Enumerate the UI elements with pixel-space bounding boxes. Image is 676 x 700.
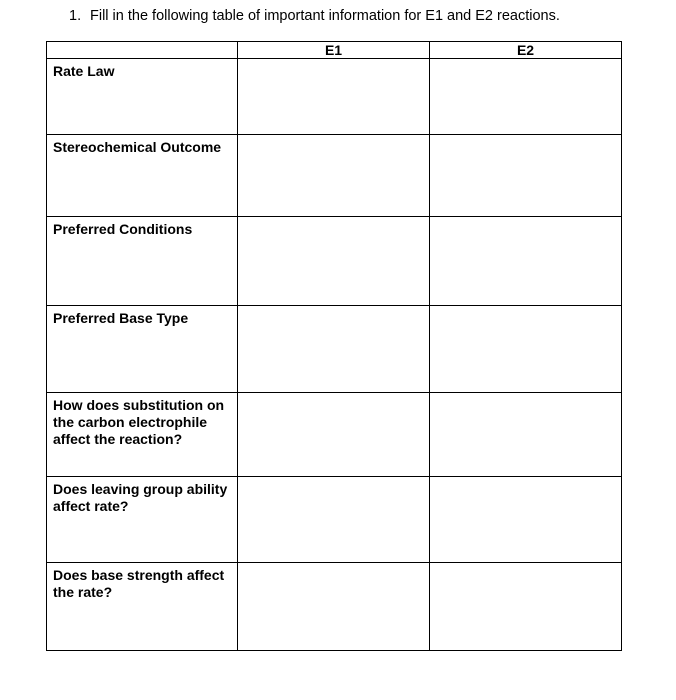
header-e1: E1: [238, 42, 430, 59]
answer-cell-e1[interactable]: [238, 306, 430, 393]
header-blank: [47, 42, 238, 59]
answer-cell-e2[interactable]: [430, 59, 622, 135]
e1-e2-table: [46, 41, 622, 651]
row-label: Preferred Base Type: [53, 310, 189, 326]
answer-cell-e1[interactable]: [238, 563, 430, 651]
row-label: Does base strength affect the rate?: [53, 567, 225, 600]
answer-cell-e2[interactable]: [430, 217, 622, 306]
answer-cell-e1[interactable]: [238, 59, 430, 135]
header-row: [47, 42, 622, 59]
question-prompt: [69, 8, 560, 24]
answer-cell-e2[interactable]: [430, 135, 622, 217]
answer-cell-e2[interactable]: [430, 563, 622, 651]
answer-cell-e1[interactable]: [238, 135, 430, 217]
answer-cell-e2[interactable]: [430, 306, 622, 393]
answer-cell-e1[interactable]: [238, 477, 430, 563]
table-row: [47, 217, 622, 306]
header-e2: E2: [430, 42, 622, 59]
question-number: 1.: [69, 8, 82, 24]
row-label: Does leaving group ability affect rate?: [53, 481, 228, 514]
row-label: Preferred Conditions: [53, 221, 193, 237]
table-row: [47, 477, 622, 563]
answer-cell-e1[interactable]: [238, 393, 430, 477]
answer-cell-e2[interactable]: [430, 393, 622, 477]
answer-cell-e2[interactable]: [430, 477, 622, 563]
question-text: Fill in the following table of important information for E1 and E2 reactions.: [90, 8, 560, 24]
answer-cell-e1[interactable]: [238, 217, 430, 306]
table-row: [47, 135, 622, 217]
table-row: [47, 393, 622, 477]
table-row: [47, 59, 622, 135]
row-label: Rate Law: [53, 63, 115, 79]
table-row: [47, 563, 622, 651]
row-label: Stereochemical Outcome: [53, 139, 222, 155]
table-row: [47, 306, 622, 393]
row-label: How does substitution on the carbon electrophile affect the reaction?: [53, 397, 225, 447]
